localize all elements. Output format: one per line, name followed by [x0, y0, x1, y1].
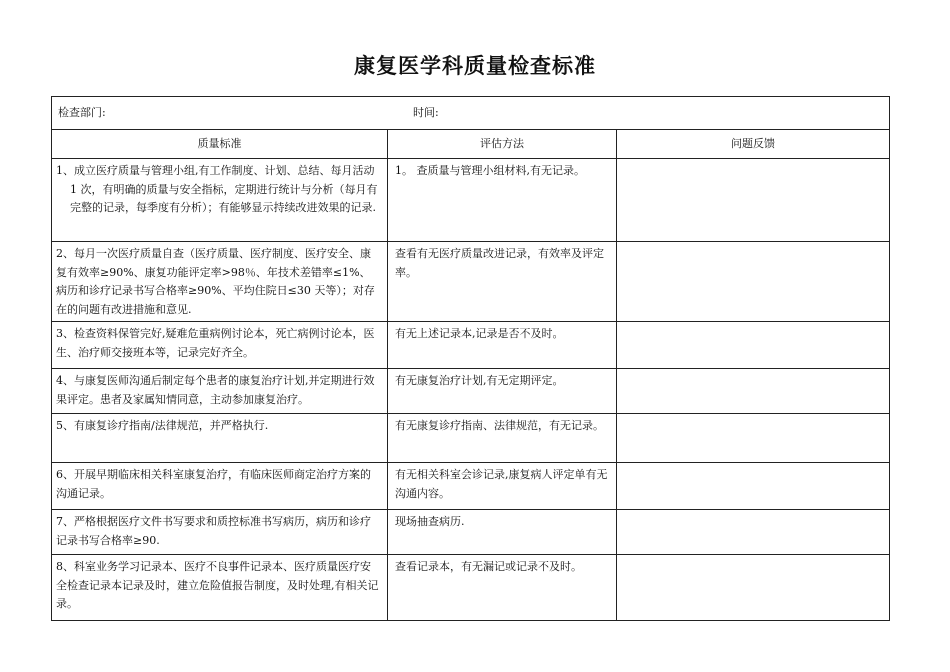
page-title: 康复医学科质量检查标准 [354, 54, 596, 78]
method-cell [388, 463, 617, 510]
method-text: 现场抽查病历. [395, 515, 465, 528]
standard-text: 7、严格根据医疗文件书写要求和质控标准书写病历，病历和诊疗记录书写合格率≥90. [56, 515, 371, 547]
feedback-cell [617, 369, 890, 414]
header-row [52, 130, 890, 159]
table-row [52, 414, 890, 463]
method-cell [388, 414, 617, 463]
method-text: 有无上述记录本,记录是否不及时。 [395, 327, 564, 340]
standard-text: 5、有康复诊疗指南/法律规范，并严格执行. [56, 419, 269, 432]
info-row [52, 97, 890, 130]
standard-cell [52, 463, 388, 510]
method-text: 查看有无医疗质量改进记录，有效率及评定率。 [395, 247, 604, 279]
method-text: 有无相关科室会诊记录,康复病人评定单有无沟通内容。 [395, 468, 608, 500]
feedback-cell [617, 322, 890, 369]
table-row [52, 322, 890, 369]
feedback-cell [617, 414, 890, 463]
table-row [52, 369, 890, 414]
method-text: 查看记录本，有无漏记或记录不及时。 [395, 560, 582, 573]
standard-text: 4、与康复医师沟通后制定每个患者的康复治疗计划,并定期进行效果评定。患者及家属知情同意，主动参加康复治疗。 [56, 374, 375, 406]
method-cell [388, 369, 617, 414]
feedback-cell [617, 242, 890, 322]
feedback-cell [617, 463, 890, 510]
standard-cell [52, 555, 388, 621]
standard-cell [52, 414, 388, 463]
standard-text: 3、检查资料保管完好,疑难危重病例讨论本，死亡病例讨论本，医生、治疗师交接班本等，记录完好齐全。 [56, 327, 375, 359]
table-row [52, 555, 890, 621]
quality-standard-table [51, 96, 890, 621]
method-text: 有无康复治疗计划,有无定期评定。 [395, 374, 564, 387]
table-row [52, 510, 890, 555]
info-cell [52, 97, 890, 130]
method-cell [388, 510, 617, 555]
method-cell [388, 242, 617, 322]
standard-text: 8、科室业务学习记录本、医疗不良事件记录本、医疗质量医疗安全检查记录本记录及时，建立危险值报告制度，及时处理,有相关记录。 [56, 560, 379, 610]
method-cell [388, 555, 617, 621]
standard-cell [52, 369, 388, 414]
feedback-cell [617, 555, 890, 621]
header-standard: 质量标准 [52, 130, 388, 159]
standard-text: 1、成立医疗质量与管理小组,有工作制度、计划、总结、每月活动 1 次，有明确的质量与安全指标，定期进行统计与分析（每月有完整的记录，每季度有分析）；有能够显示持续改进效果的记录. [56, 164, 378, 214]
table-row [52, 159, 890, 242]
dept-label: 检查部门: [58, 105, 106, 119]
method-text: 有无康复诊疗指南、法律规范，有无记录。 [395, 419, 604, 432]
standard-cell [52, 242, 388, 322]
header-method: 评估方法 [388, 130, 617, 159]
time-label: 时间: [413, 105, 439, 119]
table-row [52, 463, 890, 510]
method-cell [388, 322, 617, 369]
standard-text: 6、开展早期临床相关科室康复治疗，有临床医师商定治疗方案的沟通记录。 [56, 468, 371, 500]
table-row [52, 242, 890, 322]
standard-cell [52, 322, 388, 369]
method-text: 1。 查质量与管理小组材料,有无记录。 [395, 164, 585, 177]
method-cell [388, 159, 617, 242]
feedback-cell [617, 510, 890, 555]
standard-text: 2、每月一次医疗质量自查（医疗质量、医疗制度、医疗安全、康复有效率≥90%、康复功能评定率>98％、年技术差错率≤1%、病历和诊疗记录书写合格率≥90%、平均住院日≤30 天等）；对存在的问题有改进措施和意见. [56, 247, 375, 316]
header-feedback: 问题反馈 [617, 130, 890, 159]
standard-cell [52, 159, 388, 242]
standard-cell [52, 510, 388, 555]
feedback-cell [617, 159, 890, 242]
